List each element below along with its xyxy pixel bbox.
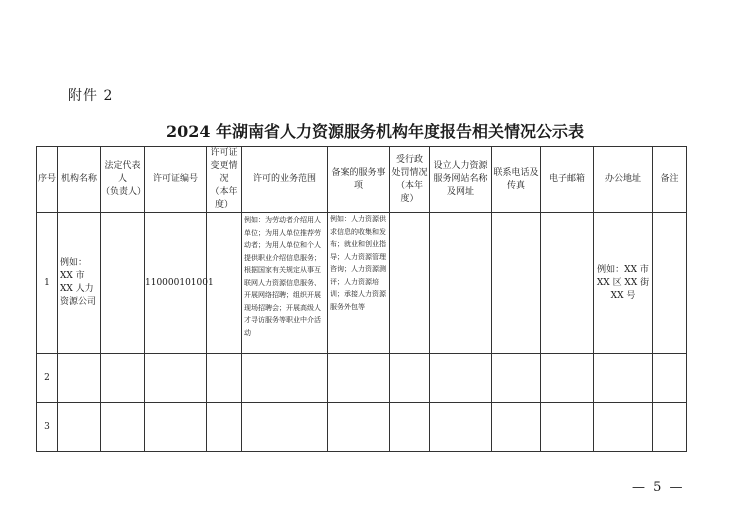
- row-address: [594, 354, 653, 403]
- header-legal-rep: 法定代表人 （负责人）: [101, 147, 145, 213]
- row-seq: 3: [37, 403, 58, 452]
- row-legal-rep: [101, 354, 145, 403]
- row-admin-penalty: [390, 213, 430, 354]
- header-contact: 联系电话及 传真: [492, 147, 541, 213]
- row-filed-items: [328, 354, 390, 403]
- row-contact: [492, 354, 541, 403]
- row-license-no: [145, 354, 207, 403]
- row-remarks: [653, 213, 687, 354]
- header-remarks: 备注: [653, 147, 687, 213]
- header-license-no: 许可证编号: [145, 147, 207, 213]
- row-licensed-scope: [242, 354, 328, 403]
- row-online: [430, 403, 492, 452]
- table-row: [37, 354, 687, 403]
- header-online: 设立人力资源 服务网站名称 及网址: [430, 147, 492, 213]
- row-address: 例如：XX 市 XX 区 XX 街 XX 号: [594, 213, 653, 354]
- row-org-name: [58, 403, 101, 452]
- row-contact: [492, 213, 541, 354]
- row-license-no: [145, 403, 207, 452]
- row-online: [430, 354, 492, 403]
- row-legal-rep: [101, 403, 145, 452]
- row-email: [541, 403, 594, 452]
- row-license-change: [207, 354, 242, 403]
- header-row: [37, 147, 687, 213]
- row-seq: 1: [37, 213, 58, 354]
- header-address: 办公地址: [594, 147, 653, 213]
- disclosure-table: [36, 146, 687, 452]
- row-filed-items: [328, 403, 390, 452]
- header-licensed-scope: 许可的业务范围: [242, 147, 328, 213]
- row-admin-penalty: [390, 403, 430, 452]
- header-filed-items: 备案的服务事 项: [328, 147, 390, 213]
- table-row: [37, 213, 687, 354]
- row-org-name: 例如：XX 市 XX 人力资源公司: [58, 213, 101, 354]
- row-contact: [492, 403, 541, 452]
- row-online: [430, 213, 492, 354]
- row-email: [541, 354, 594, 403]
- row-org-name: [58, 354, 101, 403]
- header-seq: 序号: [37, 147, 58, 213]
- row-legal-rep: [101, 213, 145, 354]
- attachment-label: 附件 2: [68, 88, 114, 104]
- row-licensed-scope: [242, 403, 328, 452]
- header-license-change: 许可证 变更情况 （本年度）: [207, 147, 242, 213]
- row-email: [541, 213, 594, 354]
- page-title: 2024 年湖南省人力资源服务机构年度报告相关情况公示表: [165, 122, 585, 141]
- row-remarks: [653, 354, 687, 403]
- row-remarks: [653, 403, 687, 452]
- row-filed-items: 例如：人力资源供求信息的收集和发布；就业和创业指导；人力资源管理咨询；人力资源测评；人力资源培训；承接人力资源服务外包等: [328, 213, 390, 354]
- header-admin-penalty: 受行政 处罚情况 （本年度）: [390, 147, 430, 213]
- row-licensed-scope: 例如：为劳动者介绍用人单位；为用人单位推荐劳动者；为用人单位和个人提供职业介绍信息服务；根据国家有关规定从事互联网人力资源信息服务、开展网络招聘；组织开展现场招聘会；开展高级人才寻访服务等职业中介活动: [242, 213, 328, 354]
- page-number: — 5 —: [632, 480, 685, 495]
- row-license-change: [207, 403, 242, 452]
- row-admin-penalty: [390, 354, 430, 403]
- header-org-name: 机构名称: [58, 147, 101, 213]
- header-email: 电子邮箱: [541, 147, 594, 213]
- table-row: [37, 403, 687, 452]
- row-seq: 2: [37, 354, 58, 403]
- row-license-no: 110000101001: [145, 213, 207, 354]
- row-address: [594, 403, 653, 452]
